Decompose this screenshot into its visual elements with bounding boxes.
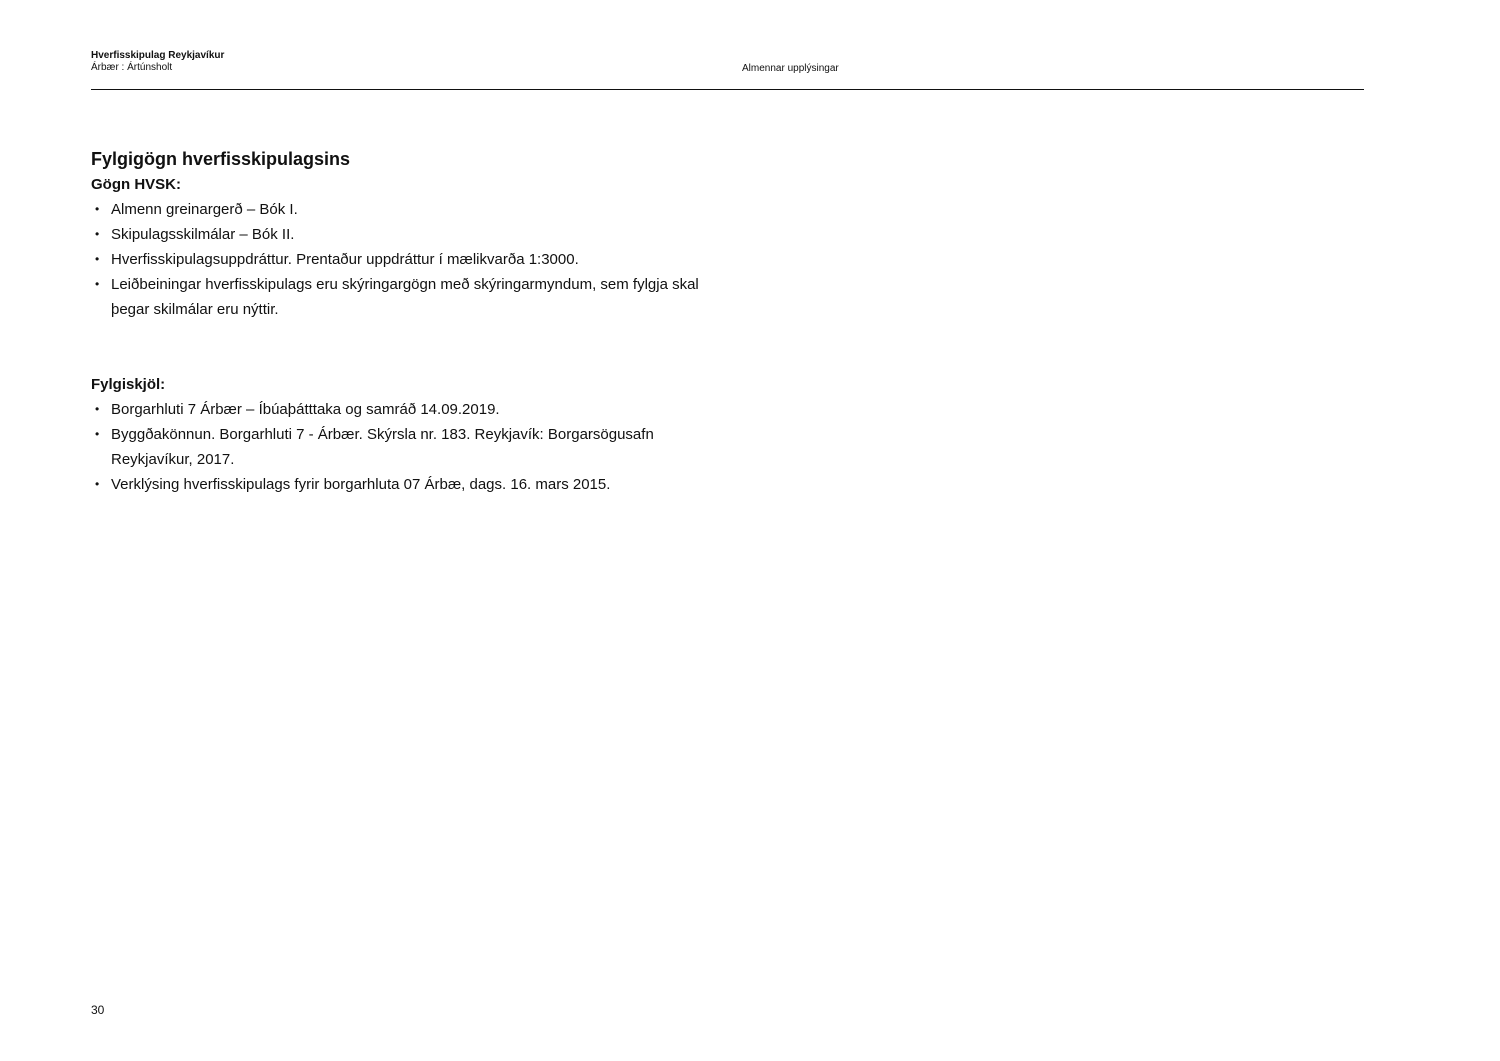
list-item (91, 272, 731, 322)
appendices-group (91, 372, 731, 497)
appendix-list (91, 397, 731, 497)
bullet-icon: • (95, 252, 100, 266)
main-content (91, 146, 731, 497)
document-subtitle: Árbær : Ártúnsholt (91, 62, 173, 73)
list-item-text: Byggðakönnun. Borgarhluti 7 - Árbær. Skýrsla nr. 183. Reykjavík: Borgarsögusafn Reykjavíkur, 2017. (111, 426, 654, 468)
group-heading: Fylgiskjöl: (91, 376, 166, 393)
page-heading: Fylgigögn hverfisskipulagsins (91, 149, 351, 169)
list-item (91, 422, 731, 472)
documents-group (91, 172, 731, 322)
list-item-text: Borgarhluti 7 Árbær – Íbúaþátttaka og samráð 14.09.2019. (111, 401, 500, 418)
bullet-icon: • (95, 227, 100, 241)
bullet-icon: • (95, 277, 100, 291)
list-item (91, 222, 731, 247)
document-list (91, 197, 731, 322)
list-item (91, 197, 731, 222)
list-item-text: Hverfisskipulagsuppdráttur. Prentaður uppdráttur í mælikvarða 1:3000. (111, 251, 579, 268)
bullet-icon: • (95, 477, 100, 491)
document-title: Hverfisskipulag Reykjavíkur (91, 50, 225, 61)
bullet-icon: • (95, 402, 100, 416)
list-item (91, 397, 731, 422)
section-label: Almennar upplýsingar (742, 63, 839, 74)
list-item-text: Leiðbeiningar hverfisskipulags eru skýringargögn með skýringarmyndum, sem fylgja skal þegar skilmálar eru nýttir. (111, 276, 699, 318)
list-item (91, 247, 731, 272)
list-item-text: Almenn greinargerð – Bók I. (111, 201, 298, 218)
spacer (91, 322, 731, 372)
list-item-text: Verklýsing hverfisskipulags fyrir borgarhluta 07 Árbæ, dags. 16. mars 2015. (111, 476, 611, 493)
list-item (91, 472, 731, 497)
group-heading: Gögn HVSK: (91, 176, 181, 193)
bullet-icon: • (95, 202, 100, 216)
header-divider (91, 89, 1364, 90)
page-number: 30 (91, 1003, 105, 1017)
list-item-text: Skipulagsskilmálar – Bók II. (111, 226, 295, 243)
bullet-icon: • (95, 427, 100, 441)
